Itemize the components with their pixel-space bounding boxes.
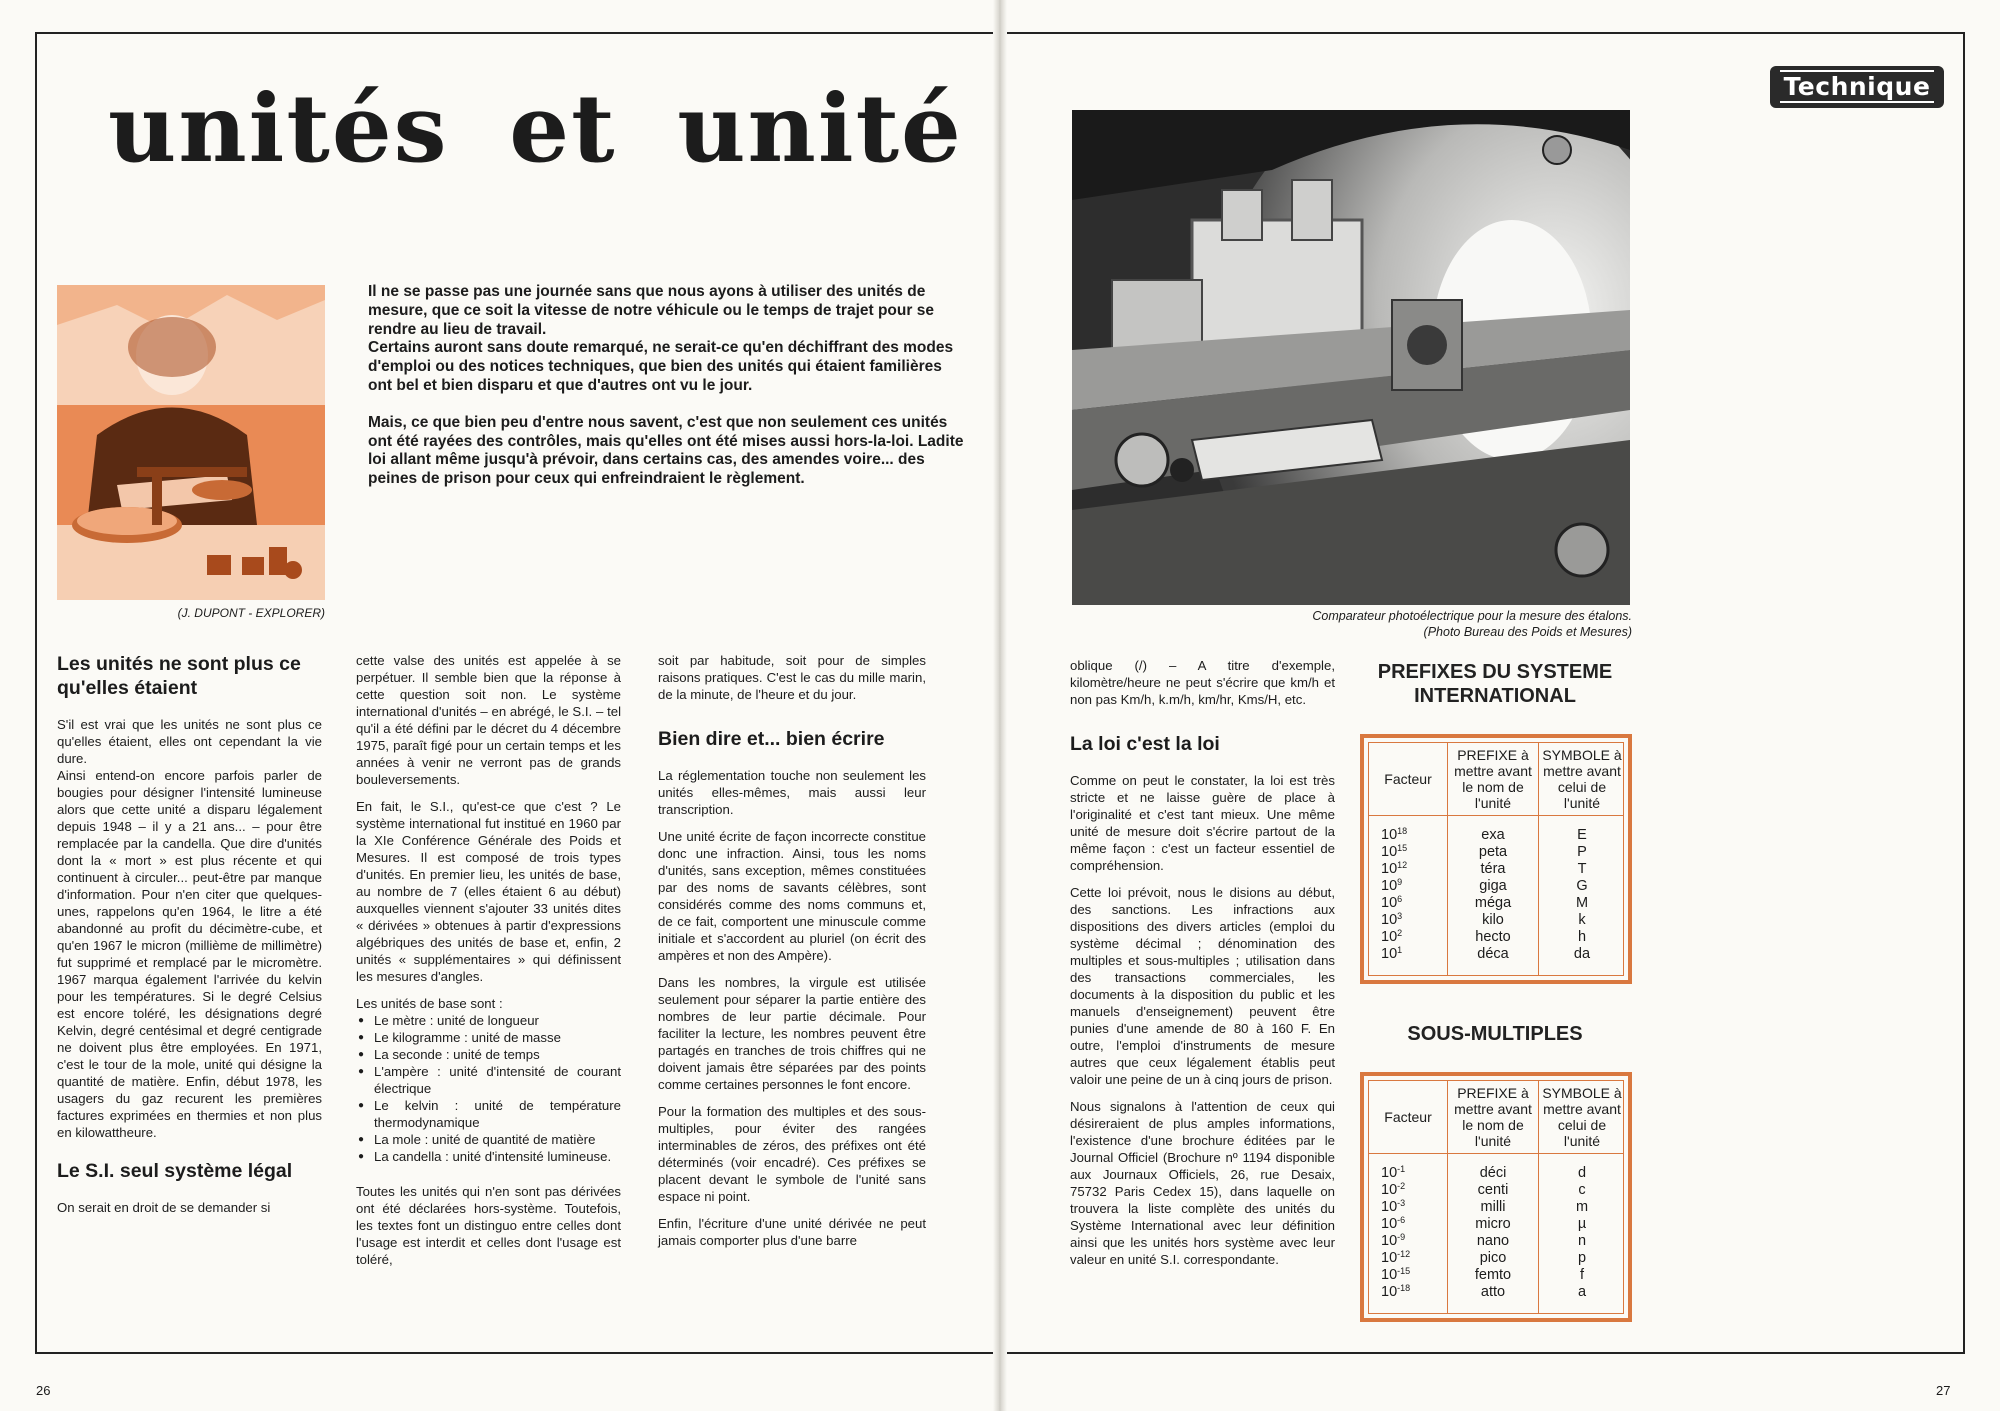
- header-factor: Facteur: [1384, 771, 1432, 787]
- left-column-1: [57, 652, 322, 1226]
- factor-cell: $10^{-6}$: [1381, 1215, 1406, 1232]
- exponent: 1: [1397, 945, 1403, 955]
- factor-cell: $10^2$: [1381, 928, 1403, 945]
- symbol-cell: m: [1575, 1199, 1589, 1215]
- symbol-cell: da: [1573, 946, 1591, 962]
- header-factor: Facteur: [1384, 1109, 1432, 1125]
- factor-cell: $10^{-1}$: [1381, 1164, 1406, 1181]
- market-scale-photo: [57, 285, 325, 600]
- left-column-2: [356, 652, 621, 1278]
- header-symbol: SYMBOLE à mettre avant celui de l'unité: [1542, 1085, 1622, 1149]
- prefix-column: [1448, 827, 1538, 963]
- left-column-3: [658, 652, 926, 1259]
- exponent: 2: [1397, 928, 1403, 938]
- list-item: ● La candella : unité d'intensité lumineuse.: [374, 1148, 621, 1165]
- exponent: 12: [1397, 860, 1408, 870]
- symbol-cell: f: [1579, 1267, 1585, 1283]
- paragraph: Comme on peut le constater, la loi est très stricte et ne laisse guère de place à l'originalité et c'est tant mieux. Une même unité de mesure doit s'écrire partout de la même façon : c'est un facteur essentiel de compréhension.: [1070, 773, 1335, 873]
- intro-text: [368, 283, 968, 507]
- exponent: 15: [1397, 843, 1408, 853]
- factor-cell: $10^1$: [1381, 945, 1403, 962]
- factor-cell: $10^9$: [1381, 877, 1403, 894]
- paragraph: Les unités de base sont :: [356, 996, 503, 1011]
- prefixes-table-inner: [1368, 742, 1624, 976]
- prefix-cell: déca: [1477, 946, 1509, 962]
- page-number-left: 26: [36, 1383, 51, 1398]
- prefix-cell: méga: [1474, 895, 1512, 911]
- paragraph: La réglementation touche non seulement les unités elles-mêmes, mais aussi leur transcription.: [658, 768, 926, 817]
- submultiples-table: [1360, 1072, 1632, 1322]
- symbol-cell: a: [1577, 1284, 1587, 1300]
- prefix-column: [1448, 1165, 1538, 1301]
- factor-cell: $10^{-3}$: [1381, 1198, 1406, 1215]
- symbol-column: [1539, 1165, 1625, 1301]
- paragraph: Pour la formation des multiples et des sous-multiples, pour éviter des rangées interminables de zéros, des préfixes ont été déterminés (voir encadré). Ces préfixes se placent devant le symbole de l'unité sans espace ni point.: [658, 1104, 926, 1204]
- prefix-cell: femto: [1474, 1267, 1512, 1283]
- symbol-cell: P: [1577, 844, 1587, 860]
- page-gutter: [993, 0, 1007, 1411]
- symbol-cell: k: [1578, 912, 1586, 928]
- symbol-cell: d: [1577, 1165, 1587, 1181]
- factor-cell: $10^{-2}$: [1381, 1181, 1406, 1198]
- paragraph: soit par habitude, soit pour de simples raisons pratiques. C'est le cas du mille marin, de la minute, de l'heure et du jour.: [658, 653, 926, 702]
- list-item: ● Le mètre : unité de longueur: [374, 1012, 621, 1029]
- header-prefix: PREFIXE à mettre avant le nom de l'unité: [1454, 747, 1532, 811]
- factor-cell: $10^{-15}$: [1381, 1266, 1411, 1283]
- factor-cell: $10^{15}$: [1381, 843, 1408, 860]
- prefix-cell: milli: [1480, 1199, 1506, 1215]
- exponent: 18: [1397, 826, 1408, 836]
- paragraph: oblique (/) – A titre d'exemple, kilomètre/heure ne peut s'écrire que km/h et non pas Km/h, k.m/h, km/hr, Kms/H, etc.: [1070, 658, 1335, 707]
- exponent: -3: [1397, 1198, 1406, 1208]
- paragraph: Cette loi prévoit, nous le disions au début, des sanctions. Les infractions aux dispositions des divers articles (emploi du système décimal ; dénomination des multiples et sous-multiples ; utilisation dans des transactions commerciales, les documents à la disposition du public et les manuels d'enseignement) peuvent être punies d'une amende de 80 à 160 F. En outre, l'emploi d'instruments de mesure autres que ceux légalement établis peut valoir une peine de un à cinq jours de prison.: [1070, 885, 1335, 1087]
- list-item: ● La seconde : unité de temps: [374, 1046, 621, 1063]
- symbol-cell: c: [1578, 1182, 1586, 1198]
- exponent: -1: [1397, 1164, 1406, 1174]
- right-column-1: [1070, 657, 1335, 1278]
- symbol-cell: G: [1576, 878, 1588, 894]
- list-item: ● La mole : unité de quantité de matière: [374, 1131, 621, 1148]
- intro-paragraph: Certains auront sans doute remarqué, ne serait-ce qu'en déchiffrant des modes d'emploi ou des notices techniques, que bien des unités qui étaient familières ont bel et bien disparu et que d'autres ont vu le jour.: [368, 339, 954, 394]
- page-number-right: 27: [1936, 1383, 1951, 1398]
- section-heading: La loi c'est la loi: [1070, 733, 1220, 755]
- technique-logo-text: Technique: [1780, 70, 1935, 103]
- factor-cell: $10^{12}$: [1381, 860, 1408, 877]
- comparator-illustration: [1072, 110, 1630, 605]
- paragraph: Toutes les unités qui n'en sont pas dérivées ont été déclarées hors-système. Toutefois, les textes font un distinguo entre celles dont l'usage est interdit et celles dont l'usage est toléré,: [356, 1184, 621, 1267]
- symbol-cell: n: [1577, 1233, 1587, 1249]
- factor-cell: $10^{18}$: [1381, 826, 1408, 843]
- photo-credit: (J. DUPONT - EXPLORER): [177, 606, 325, 620]
- exponent: -9: [1397, 1232, 1406, 1242]
- symbol-cell: T: [1577, 861, 1587, 877]
- prefix-cell: kilo: [1482, 912, 1504, 928]
- prefix-cell: pico: [1479, 1250, 1507, 1266]
- prefix-cell: centi: [1477, 1182, 1509, 1198]
- exponent: -6: [1397, 1215, 1406, 1225]
- symbol-cell: µ: [1577, 1216, 1587, 1232]
- exponent: -2: [1397, 1181, 1406, 1191]
- list-item: ● L'ampère : unité d'intensité de courant électrique: [374, 1063, 621, 1097]
- paragraph: On serait en droit de se demander si: [57, 1200, 271, 1215]
- list-item: ● Le kelvin : unité de température thermodynamique: [374, 1097, 621, 1131]
- technique-logo: [1770, 66, 1944, 108]
- paragraph: Nous signalons à l'attention de ceux qui désireraient de plus amples informations, l'existence d'une brochure éditées par le Journal Officiel (Brochure nº 1194 disponible aux Journaux Officiels, 26, rue Desaix, 75732 Paris Cedex 15), dans laquelle on trouvera la liste complète des unités du Système International avec leur définition ainsi que les unités hors système avec leur valeur en unité S.I. correspondante.: [1070, 1099, 1335, 1267]
- prefixes-title: PREFIXES DU SYSTEME INTERNATIONAL: [1377, 661, 1613, 707]
- exponent: 3: [1397, 911, 1403, 921]
- symbol-column: [1539, 827, 1625, 963]
- factor-cell: $10^3$: [1381, 911, 1403, 928]
- prefix-cell: atto: [1480, 1284, 1506, 1300]
- prefix-cell: téra: [1480, 861, 1506, 877]
- submultiples-table-inner: [1368, 1080, 1624, 1314]
- exponent: 9: [1397, 877, 1403, 887]
- intro-paragraph: Il ne se passe pas une journée sans que nous ayons à utiliser des unités de mesure, que ce soit la vitesse de notre véhicule ou le temps de trajet pour se rendre au lieu de travail.: [368, 283, 934, 338]
- section-heading: Bien dire et... bien écrire: [658, 728, 885, 750]
- section-heading: Le S.I. seul système légal: [57, 1160, 293, 1182]
- paragraph: Une unité écrite de façon incorrecte constitue donc une infraction. Ainsi, tous les noms d'unités, sans exception, mêmes constituées par des noms de savants célèbres, sont considérés comme des noms communs et, de ce fait, comportent une minuscule comme initiale et s'accordent au pluriel (on écrit des ampères et non des Ampère).: [658, 829, 926, 963]
- section-heading: Les unités ne sont plus ce qu'elles étaient: [57, 653, 301, 699]
- factor-cell: $10^{-9}$: [1381, 1232, 1406, 1249]
- prefixes-table: [1360, 734, 1632, 984]
- paragraph: cette valse des unités est appelée à se perpétuer. Il semble bien que la réponse à cette question soit non. Le système international d'unités – en abrégé, le S.I. – tel qu'il a été défini par le décret du 4 décembre 1975, paraît figé pour un certain temps et les années à venir ne verront pas de grands bouleversements.: [356, 653, 621, 787]
- paragraph: En fait, le S.I., qu'est-ce que c'est ? Le système international fut institué en 1960 par la XIe Conférence Générale des Poids et Mesures. Il est composé de trois types d'unités. En premier lieu, les unités de base, au nombre de 7 (elles étaient 6 au début) auxquelles viennent s'ajouter 33 unités dites « dérivées » obtenues à partir d'expressions algébriques des unités de base et, enfin, 2 unités « supplémentaires » qui définissent les mesures d'angles.: [356, 799, 621, 984]
- header-prefix: PREFIXE à mettre avant le nom de l'unité: [1454, 1085, 1532, 1149]
- comparator-photo: [1072, 110, 1630, 605]
- paragraph: Ainsi entend-on encore parfois parler de bougies pour désigner l'intensité lumineuse alors que cette unité a disparu légalement depuis 1948 – il y a 21 ans... – pour être remplacée par la candella. Que dire d'unités dont la « mort » est plus récente et qui continuent à circuler... peut-être par manque d'information. Pour n'en citer que quelques-unes, rappelons qu'en 1964, le litre a été abandonné au profit du décimètre-cube, et qu'en 1967 le micron (millième de millimètre) fut supprimé et remplacé par le micromètre. 1967 marqua également l'arrivée du kelvin pour les températures. Si le degré Celsius est encore toléré, les désignations degré Kelvin, degré centésimal et degré centigrade ne doivent plus être employées. En 1971, c'est le tour de la mole, unité qui désigne la quantité de matière. Enfin, début 1978, les usagers du gaz recurent les premières factures exprimées en thermies et non plus en kilowattheure.: [57, 768, 322, 1140]
- prefix-cell: micro: [1475, 1216, 1511, 1232]
- symbol-cell: E: [1577, 827, 1587, 843]
- paragraph: Enfin, l'écriture d'une unité dérivée ne peut jamais comporter plus d'une barre: [658, 1216, 926, 1248]
- factor-cell: $10^{-18}$: [1381, 1283, 1411, 1300]
- prefix-cell: peta: [1478, 844, 1508, 860]
- intro-paragraph: Mais, ce que bien peu d'entre nous savent, c'est que non seulement ces unités ont été rayées des contrôles, mais qu'elles ont été mises aussi hors-la-loi. Ladite loi allant même jusqu'à prévoir, dans certains cas, des amendes voire... des peines de prison pour ceux qui enfreindraient le règlement.: [368, 413, 964, 488]
- prefix-cell: hecto: [1475, 929, 1511, 945]
- factor-cell: $10^{-12}$: [1381, 1249, 1411, 1266]
- paragraph: S'il est vrai que les unités ne sont plus ce qu'elles étaient, elles ont cependant la vie dure.: [57, 717, 322, 766]
- submultiples-title: SOUS-MULTIPLES: [1407, 1023, 1583, 1045]
- market-scale-illustration: [57, 285, 325, 600]
- prefix-cell: déci: [1479, 1165, 1507, 1181]
- list-item: ● Le kilogramme : unité de masse: [374, 1029, 621, 1046]
- photo-caption: [1072, 609, 1632, 640]
- prefix-cell: giga: [1479, 878, 1507, 894]
- factor-column: [1381, 1165, 1441, 1301]
- photo-caption-line: (Photo Bureau des Poids et Mesures): [1423, 624, 1632, 639]
- factor-column: [1381, 827, 1437, 963]
- article-title: unités et unité: [108, 74, 963, 184]
- exponent: 6: [1397, 894, 1403, 904]
- exponent: -15: [1397, 1266, 1411, 1276]
- header-symbol: SYMBOLE à mettre avant celui de l'unité: [1542, 747, 1622, 811]
- symbol-cell: p: [1577, 1250, 1587, 1266]
- exponent: -18: [1397, 1283, 1411, 1293]
- prefix-cell: exa: [1481, 827, 1505, 843]
- exponent: -12: [1397, 1249, 1411, 1259]
- paragraph: Dans les nombres, la virgule est utilisée seulement pour séparer la partie entière des nombres de leur partie décimale. Pour faciliter la lecture, les nombres peuvent être partagés en tranches de trois chiffres qui ne doivent jamais être séparées par des points comme certaines personnes le font encore.: [658, 975, 926, 1092]
- symbol-cell: h: [1577, 929, 1587, 945]
- photo-caption-line: Comparateur photoélectrique pour la mesure des étalons.: [1312, 609, 1632, 623]
- factor-cell: $10^6$: [1381, 894, 1403, 911]
- symbol-cell: M: [1575, 895, 1589, 911]
- prefix-cell: nano: [1476, 1233, 1510, 1249]
- base-units-list: [356, 1012, 621, 1165]
